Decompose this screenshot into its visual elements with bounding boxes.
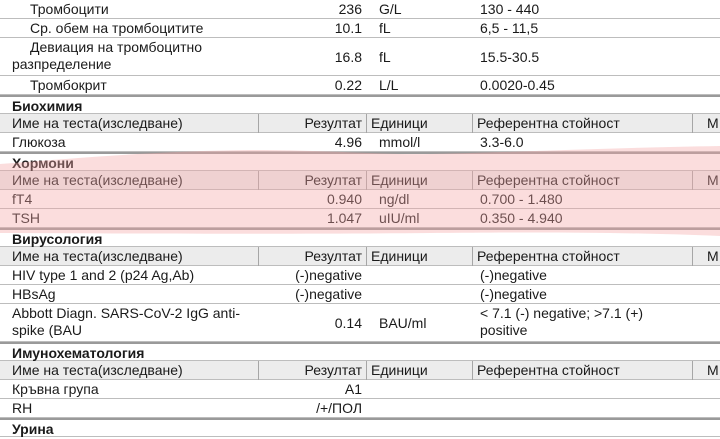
table-row <box>0 190 720 209</box>
test-name: Девиация на тромбоцитно разпределение <box>12 39 203 72</box>
table-row <box>0 76 720 95</box>
test-name: Тромбокрит <box>30 77 107 93</box>
test-unit: L/L <box>379 77 399 93</box>
column-header-row <box>0 361 720 380</box>
header-reference: Референтна стойност <box>472 247 692 266</box>
test-reference: 6,5 - 11,5 <box>480 20 539 36</box>
table-row <box>0 266 720 285</box>
test-reference: (-)negative <box>480 286 547 302</box>
table-row <box>0 209 720 228</box>
test-name: Тромбоцити <box>30 1 109 17</box>
header-m: М <box>692 247 720 266</box>
test-reference: 0.700 - 1.480 <box>480 191 563 207</box>
header-name: Име на теста(изследване) <box>12 172 183 188</box>
test-name: HIV type 1 and 2 (p24 Ag,Ab) <box>12 267 195 283</box>
table-row <box>0 0 720 19</box>
section-title-urine: Урина <box>0 418 720 437</box>
header-unit: Единици <box>366 114 472 133</box>
header-unit: Единици <box>366 247 472 266</box>
header-name: Име на теста(изследване) <box>12 362 183 378</box>
test-reference: 15.5-30.5 <box>480 49 540 65</box>
test-result: (-)negative <box>295 267 362 283</box>
header-result: Резултат <box>258 171 366 190</box>
header-reference: Референтна стойност <box>472 171 692 190</box>
test-reference: 3.3-6.0 <box>480 134 524 150</box>
table-row <box>0 380 720 399</box>
test-name: Глюкоза <box>12 134 66 150</box>
column-header-row <box>0 114 720 133</box>
header-unit: Единици <box>366 361 472 380</box>
test-unit: ng/dl <box>379 191 410 207</box>
test-name: RH <box>12 400 33 416</box>
header-unit: Единици <box>366 171 472 190</box>
table-row <box>0 38 720 76</box>
header-m: М <box>692 114 720 133</box>
test-name: Ср. обем на тромбоцитите <box>30 20 204 36</box>
test-result: 16.8 <box>334 49 362 65</box>
test-result: 10.1 <box>334 20 362 36</box>
column-header-row <box>0 171 720 190</box>
test-reference: (-)negative <box>480 267 547 283</box>
test-name: Abbott Diagn. SARS-CoV-2 IgG anti-spike (BAU <box>12 305 240 338</box>
header-m: М <box>692 171 720 190</box>
column-header-row <box>0 247 720 266</box>
table-row <box>0 285 720 304</box>
test-name: fT4 <box>12 191 33 207</box>
section-title-biochemistry: Биохимия <box>0 95 720 114</box>
test-result: 236 <box>338 1 362 17</box>
test-reference: 0.350 - 4.940 <box>480 210 563 226</box>
table-row <box>0 304 720 342</box>
test-unit: fL <box>379 20 391 36</box>
table-row <box>0 19 720 38</box>
test-result: 0.14 <box>334 315 362 331</box>
test-unit: uIU/ml <box>379 210 420 226</box>
test-reference: 130 - 440 <box>480 1 540 17</box>
section-title-immunohematology: Имунохематология <box>0 342 720 361</box>
test-result: 4.96 <box>334 134 362 150</box>
test-result: 0.22 <box>334 77 362 93</box>
header-result: Резултат <box>258 114 366 133</box>
section-title-hormones: Хормони <box>0 152 720 171</box>
test-unit: G/L <box>379 1 402 17</box>
test-unit: BAU/ml <box>379 315 427 331</box>
test-result: (-)negative <box>295 286 362 302</box>
header-name: Име на теста(изследване) <box>12 115 183 131</box>
header-reference: Референтна стойност <box>472 114 692 133</box>
test-result: A1 <box>344 381 362 397</box>
header-m: М <box>692 361 720 380</box>
table-row <box>0 133 720 152</box>
test-name: HBsAg <box>12 286 56 302</box>
section-title-virology: Вирусология <box>0 228 720 247</box>
test-reference: < 7.1 (-) negative; >7.1 (+) positive <box>480 305 644 338</box>
header-result: Резултат <box>258 361 366 380</box>
test-name: Кръвна група <box>12 381 99 397</box>
test-result: 1.047 <box>326 210 362 226</box>
test-result: /+/ПОЛ <box>316 400 362 416</box>
test-unit: fL <box>379 49 391 65</box>
test-unit: mmol/l <box>379 134 421 150</box>
table-row <box>0 399 720 418</box>
header-result: Резултат <box>258 247 366 266</box>
test-name: TSH <box>12 210 40 226</box>
header-reference: Референтна стойност <box>472 361 692 380</box>
test-result: 0.940 <box>326 191 362 207</box>
test-reference: 0.0020-0.45 <box>480 77 555 93</box>
header-name: Име на теста(изследване) <box>12 248 183 264</box>
